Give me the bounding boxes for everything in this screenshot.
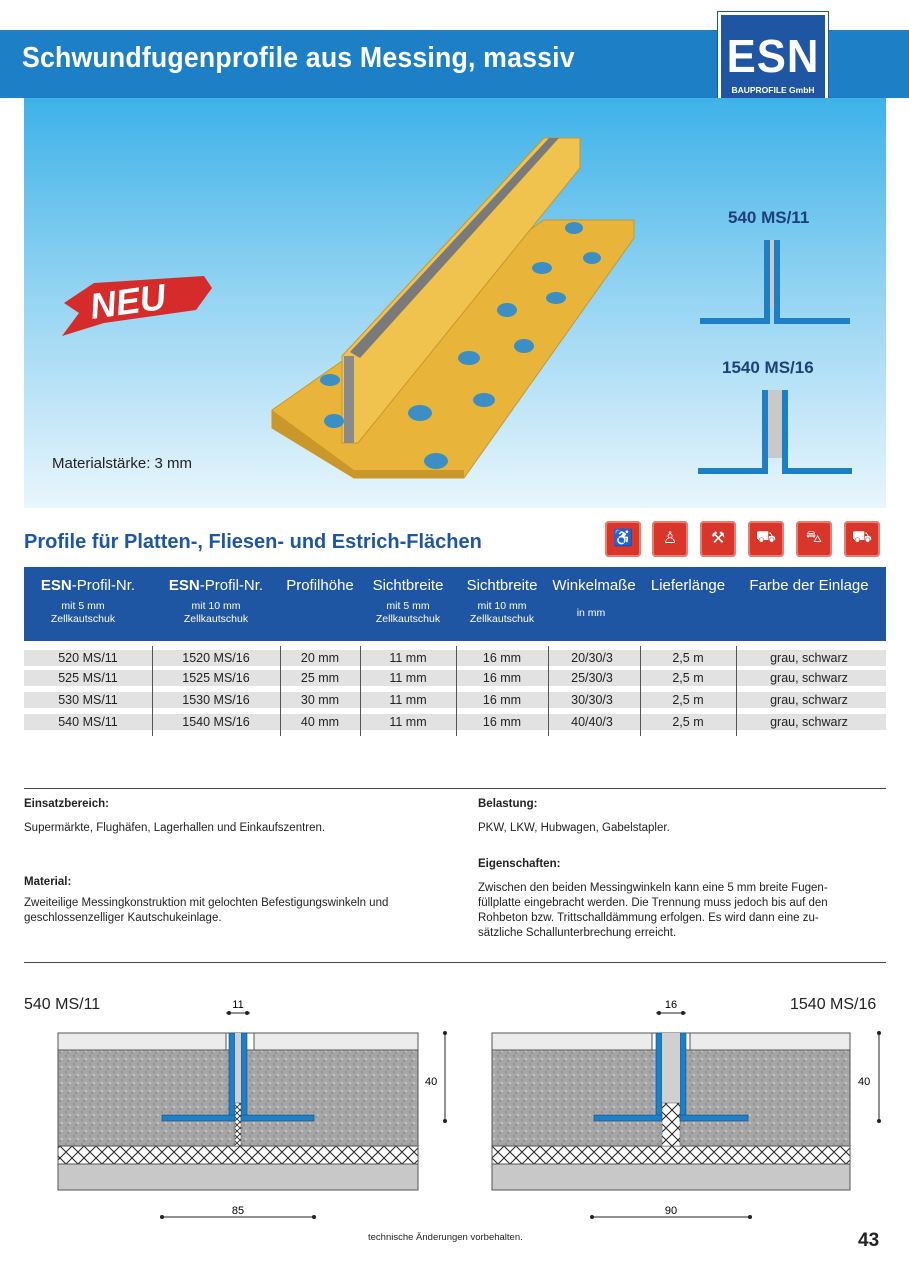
cell: 1525 MS/16 [182,671,250,685]
belastung-text: PKW, LKW, Hubwagen, Gabelstapler. [478,822,670,834]
cell: 540 MS/11 [58,715,118,729]
cell: grau, schwarz [770,671,848,685]
divider [24,788,886,789]
col-header-winkelmasse: Winkelmaße [552,577,636,594]
cell: 20/30/3 [571,651,613,665]
dim-right-top: 16 [664,999,678,1011]
cell: 530 MS/11 [58,693,118,707]
car-icon: ⛍ [796,521,832,557]
section-title: Profile für Platten-, Fliesen- und Estrich-Flächen [24,531,482,553]
eigenschaften-label: Eigenschaften: [478,858,561,870]
col-header-profilhoehe: Profilhöhe [286,577,354,594]
cell: 11 mm [389,671,427,685]
col-header-sichtbreite-5: Sichtbreite [372,577,444,594]
table-divider [152,646,153,736]
cell: 16 mm [482,715,522,729]
material-text: Zweiteilige Messingkonstruktion mit gelochten Befestigungswinkeln und geschlossenzelliger Kautschukeinlage. [24,897,389,924]
cell: 30 mm [300,693,340,707]
cross-section-drawings [0,990,909,1230]
col-sub-esn-10: mit 10 mm Zellkautschuk [183,600,249,625]
forklift-icon: ⛟ [748,521,784,557]
cell: 1540 MS/16 [182,715,250,729]
table-row [24,714,886,730]
col-header-farbe: Farbe der Einlage [749,577,869,594]
dim-left-top: 11 [232,999,244,1011]
table-row [24,670,886,686]
belastung-label: Belastung: [478,798,538,810]
drawing-right [492,999,881,1219]
einsatzbereich-label: Einsatzbereich: [24,798,109,810]
logo-main-text: ESN [726,30,820,82]
dim-right-bottom: 90 [664,1205,678,1217]
cell: 2,5 m [672,671,704,685]
neu-badge-text: NEU [87,275,169,327]
product-illustration [24,98,886,508]
col-sub-winkelmasse: in mm [576,607,606,619]
profile-540-label: 540 MS/11 [728,208,810,227]
cell: 30/30/3 [571,693,613,707]
divider [24,962,886,963]
office-chair-icon: ♿ [605,521,641,557]
dim-right-height: 40 [858,1076,871,1088]
material-thickness-caption: Materialstärke: 3 mm [52,455,193,472]
col-header-lieferlaenge: Lieferlänge [650,577,726,594]
cell: 20 mm [300,651,340,665]
cell: grau, schwarz [770,651,848,665]
col-header-sichtbreite-10: Sichtbreite [466,577,538,594]
cell: 40 mm [300,715,340,729]
logo-sub-text: BAUPROFILE GmbH [731,85,815,95]
cell: grau, schwarz [770,715,848,729]
col-header-esn-10: ESN-Profil-Nr. [168,577,264,594]
col-sub-sichtbreite-10: mit 10 mm Zellkautschuk [469,600,535,625]
table-divider [736,646,737,736]
col-sub-sichtbreite-5: mit 5 mm Zellkautschuk [375,600,441,625]
table-row [24,692,886,708]
col-header-esn-5: ESN-Profil-Nr. [40,577,136,594]
cell: 1530 MS/16 [182,693,250,707]
cell: 2,5 m [672,715,704,729]
drawing-left [58,999,447,1219]
cell: 16 mm [482,651,522,665]
table-row [24,650,886,666]
drawing-left-label: 540 MS/11 [24,996,101,1013]
profile-1540-section [698,390,852,474]
table-divider [640,646,641,736]
cell: 2,5 m [672,693,704,707]
cell: 40/40/3 [571,715,613,729]
cell: 16 mm [482,671,522,685]
cell: 16 mm [482,693,522,707]
profile-540-section [700,240,850,324]
hand-truck-icon: ⚒ [700,521,736,557]
table-divider [456,646,457,736]
cell: 25 mm [300,671,340,685]
cell: 11 mm [389,651,427,665]
eigenschaften-text: Zwischen den beiden Messingwinkeln kann eine 5 mm breite Fugen- füllplatte eingebracht werden. Die Trennung muss jedoch bis auf den Rohbeton bzw. Trittschalldämmung erfolgen. Es wird dann eine zu- sätzliche Schallunterbrechung erreicht. [478,882,828,939]
cell: 2,5 m [672,651,704,665]
table-divider [548,646,549,736]
cell: 11 mm [389,715,427,729]
page-number: 43 [858,1230,880,1251]
einsatzbereich-text: Supermärkte, Flughäfen, Lagerhallen und Einkaufszentren. [24,822,326,834]
dim-left-height: 40 [425,1076,438,1088]
table-header [24,567,886,641]
page-title: Schwundfugenprofile aus Messing, massiv [22,42,575,74]
table-divider [360,646,361,736]
col-sub-esn-5: mit 5 mm Zellkautschuk [50,600,116,625]
neu-badge [62,276,212,336]
cell: 520 MS/11 [58,651,118,665]
table-divider [280,646,281,736]
cell: grau, schwarz [770,693,848,707]
profile-1540-label: 1540 MS/16 [722,358,814,377]
dim-left-bottom: 85 [231,1205,245,1217]
cell: 1520 MS/16 [182,651,250,665]
cell: 11 mm [389,693,427,707]
material-label: Material: [24,876,72,888]
cell: 525 MS/11 [58,671,118,685]
cell: 25/30/3 [571,671,613,685]
footer-note: technische Änderungen vorbehalten. [368,1232,523,1243]
person-icon: ♙ [652,521,688,557]
drawing-right-label: 1540 MS/16 [790,996,877,1013]
truck-icon: ⛟ [844,521,880,557]
